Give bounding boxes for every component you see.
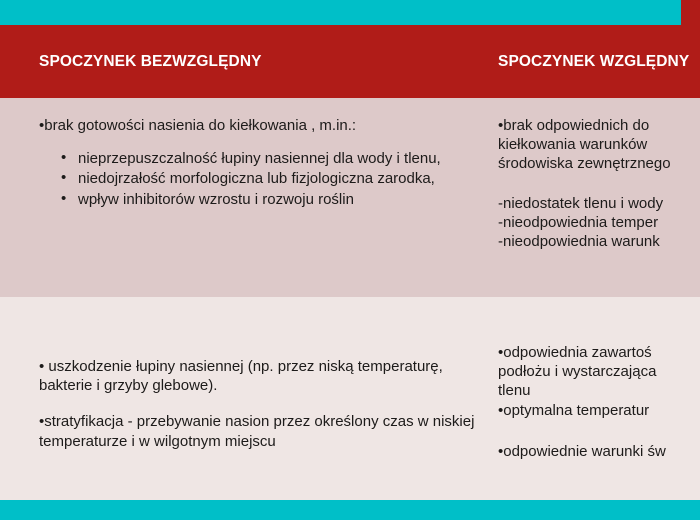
bullet-glyph: •	[39, 117, 45, 134]
row1-relative-lead-line-3: środowiska zewnętrznego	[498, 155, 671, 173]
header-cell-stub	[0, 25, 28, 98]
row1-relative-lead-line-2: kiełkowania warunków	[498, 136, 648, 154]
list-item: •optymalna temperatur	[498, 401, 650, 419]
table-row	[0, 98, 700, 297]
comparison-table	[0, 25, 700, 500]
list-item: -niedostatek tlenu i wody	[498, 194, 664, 212]
bottom-accent-band	[0, 500, 700, 520]
header-relative-label: SPOCZYNEK WZGLĘDNY	[498, 53, 690, 70]
spacer	[498, 420, 696, 442]
row1-relative-cell	[487, 98, 700, 297]
row2-absolute-cell	[28, 297, 487, 500]
list-item: • niedojrzałość morfologiczna lub fizjologiczna zarodka,	[61, 169, 483, 188]
list-item: -nieodpowiednia warunk	[498, 232, 660, 250]
row2-stub-cell	[0, 297, 28, 500]
list-item: •odpowiednia zawartoś	[498, 344, 652, 361]
row1-absolute-cell	[28, 98, 487, 297]
row2-relative-cell	[487, 297, 700, 500]
header-absolute-label: SPOCZYNEK BEZWZGLĘDNY	[39, 53, 262, 70]
list-item: podłożu i wystarczająca	[498, 363, 657, 381]
table-row	[0, 297, 700, 500]
header-cell-relative	[487, 25, 700, 98]
list-item: • nieprzepuszczalność łupiny nasiennej dla wody i tlenu,	[61, 149, 483, 168]
list-item: -nieodpowiednia temper	[498, 213, 659, 231]
header-cell-absolute	[28, 25, 487, 98]
table-header-row	[0, 25, 700, 98]
row1-absolute-lead	[39, 116, 483, 135]
list-item: tlenu	[498, 382, 531, 400]
list-item: • wpływ inhibitorów wzrostu i rozwoju roślin	[61, 190, 483, 209]
row1-relative-dash-list	[498, 194, 696, 252]
list-item: •odpowiednie warunki św	[498, 442, 666, 460]
row1-relative-lead	[498, 116, 696, 174]
row2-relative-content	[487, 297, 700, 465]
row1-relative-lead-line-1: •brak odpowiednich do	[498, 117, 650, 134]
paragraph: •stratyfikacja - przebywanie nasion przez określony czas w niskiej temperaturze i w wilgotnym miejscu	[39, 413, 475, 450]
row1-stub-cell	[0, 98, 28, 297]
bullet-glyph: •	[498, 117, 504, 134]
row1-absolute-content	[28, 98, 487, 214]
row1-relative-content	[487, 98, 700, 255]
row1-absolute-lead-text: brak gotowości nasienia do kiełkowania , m.in.:	[44, 117, 357, 134]
paragraph: • uszkodzenie łupiny nasiennej (np. przez niską temperaturę, bakterie i grzyby glebowe).	[39, 358, 443, 395]
top-accent-band	[0, 0, 681, 25]
row1-absolute-sublist	[39, 149, 483, 209]
row2-absolute-content	[28, 297, 487, 455]
